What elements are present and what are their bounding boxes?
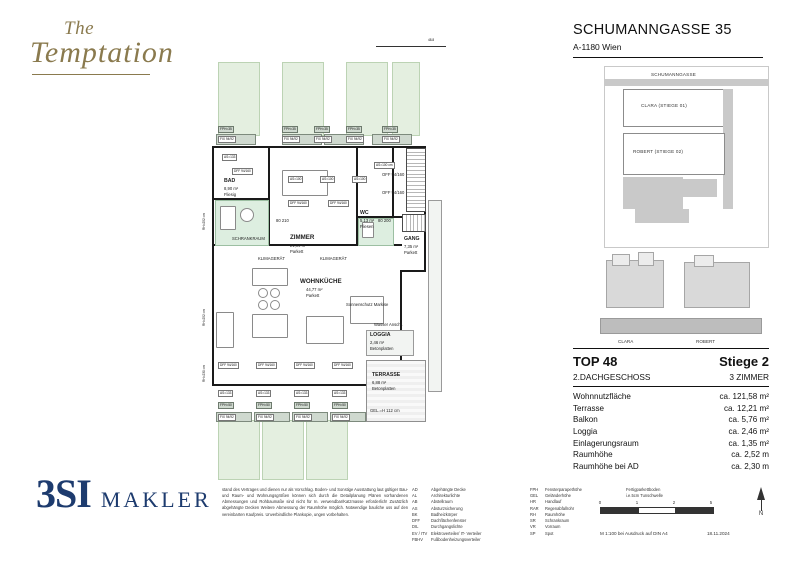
scale-note: M 1:100 bei Ausdruck auf DIN A4 [600,531,668,536]
area-label: Raumhöhe [573,450,613,460]
table-row [573,437,769,449]
address-divider [573,57,763,58]
scale-segment [676,508,713,513]
site-plan-building-clara [623,89,725,127]
plan-tag-fix-bottom: FIX 94/92 [296,415,310,420]
site-plan-street-label: SCHUMANNGASSE [651,72,696,77]
legend-value: Raumhöhe [545,511,566,517]
plan-tag-fix-bottom: FIX 94/92 [220,415,234,420]
plan-tag-dff-bottom: DFF 94/160 [258,363,275,368]
plan-tag-fph-bottom: FPH=50 [258,403,270,408]
plan-green-area-upper-left [218,62,260,136]
abbreviation-legend-column-3 [626,487,706,499]
plan-green-area-upper-far-right [392,62,420,136]
plan-door-dimension-1: 80 210 [276,218,289,223]
plan-room-floor-terrasse: Betonplatten [372,386,396,391]
plan-wall-gang-right [392,148,394,218]
site-plan-annex [683,179,717,197]
plan-dimension-line [376,46,446,47]
legend-key: EV / ITV [412,530,428,536]
plan-furniture-dining-table [350,296,384,324]
plan-green-area-upper-mid [282,62,324,136]
plan-annotation-gelaender: GEL.=H 112 cm [370,408,400,413]
legend-value: Regenabfallrohr [545,505,575,511]
plan-furniture-hob-burner [258,300,268,310]
table-row [573,426,769,438]
address-street: SCHUMANNGASSE 35 [573,22,732,38]
legend-item [626,493,706,499]
plan-tag-dff-bottom: DFF 94/160 [296,363,313,368]
elevation-diagram [592,252,772,344]
area-label: Einlagerungsraum [573,438,639,448]
legend-value: Fußbodenheizungsverteiler [431,536,481,542]
scale-tick: 5 [709,500,713,505]
plan-room-area-wc: 5,13 m² [360,218,375,223]
plan-annotation-klimageraet-2: KLIMAGERÄT [320,256,347,261]
elevation-base [600,318,762,334]
plan-room-area-gang: 7,35 m² [404,244,419,249]
legend-key: DFF [412,518,420,524]
agency-logo [36,470,212,517]
plan-tag-fix-bottom: FIX 94/92 [258,415,272,420]
area-label: Balkon [573,415,598,425]
plan-room-area-terrasse: 6,88 m² [372,380,387,385]
plan-tag-fix-bottom: FIX 94/92 [334,415,348,420]
address-header [573,22,773,58]
legend-value: i.e.5cm Tunschwelle [626,493,663,499]
plan-tag-as-top: AS=100 [290,177,302,182]
legend-key: FPH [530,487,539,492]
area-value: ca. 2,52 m [731,450,769,460]
area-value: ca. 1,35 m² [728,438,769,448]
scale-tick: 0 [598,500,602,505]
plan-room-floor-bad: Fliesig [224,192,237,197]
plan-dim-rh-left: RH=252 cm [202,309,206,326]
plan-wall-left [212,146,214,386]
room-count: 3 ZIMMER [729,372,769,382]
area-value: ca. 12,21 m² [724,403,769,413]
legend-value: Fertigparkettboden [626,487,661,492]
plan-furniture-island [252,314,288,338]
plan-annotation-wasseranschluss: Wasser Anschl. [374,322,403,327]
plan-room-floor-wohnkueche: Parkett [306,293,320,298]
plan-tag-dff-top: DFF 94/160 [234,169,251,174]
plan-tag-fph: FPH=35 [220,127,232,132]
legend-value: Geländerhöhe [545,493,571,499]
plan-tag-as-bottom: AS=133 [334,391,346,396]
legend-value: Fensterparapethöhe [545,487,582,492]
panel-title-row [573,349,769,372]
plan-tag-fph: FPH=35 [384,127,396,132]
plan-green-area-lower-mid [262,420,304,480]
legend-value: Vorraum [545,524,561,530]
legend-value: Handlauf [545,499,562,505]
legend-key: AS [412,505,418,511]
area-table [573,391,769,472]
north-label: N [758,511,764,517]
plan-green-area-upper-right [346,62,388,136]
plan-furniture-wardrobe [216,312,234,348]
scale-segment [639,508,677,513]
plan-room-label-wohnkueche: WOHNKÜCHE [300,278,342,285]
legend-value: Dachflächenfenster [431,518,467,524]
staircase-number: Stiege 2 [719,354,769,369]
plan-annotation-offset-2: OFF 94/160 [382,190,405,195]
elevation-roof-left [612,254,630,266]
plan-room-label-zimmer: ZIMMER [290,234,315,241]
unit-info-panel [573,348,769,472]
project-logo-line1: The [64,18,94,39]
plan-tag-as-top: AS=100 [322,177,334,182]
site-plan-garden [635,209,689,223]
plan-tag-fix: FIX 94/92 [316,137,330,142]
legend-key: HR [530,499,536,505]
area-value: ca. 5,76 m² [728,415,769,425]
plan-date: 18.11.2024 [707,531,730,536]
legend-value: Abstellraum [431,499,453,505]
legend-value: Elektroverteiler/ IT- Verteiler [431,530,482,536]
legend-key: VR [530,524,536,530]
north-arrow-needle [757,487,765,500]
plan-room-area-wohnkueche: 44,77 m² [306,287,323,292]
project-logo-line2: Temptation [30,36,174,69]
plan-wall-step [400,270,426,272]
elevation-label-clara: CLARA [618,339,634,344]
abbreviation-legend-column-1 [412,487,530,543]
abbreviation-legend-column-2 [530,487,626,537]
plan-furniture-kitchen-counter [252,268,288,286]
plan-room-area-bad: 8,90 m² [224,186,239,191]
plan-tag-dff-top: DFF 94/160 [290,201,307,206]
plan-green-area-lower-right [306,420,348,480]
agency-logo-text: MAKLER [100,487,212,512]
legend-item [530,531,626,537]
plan-furniture-bed [282,170,328,196]
plan-furniture-sofa [306,316,344,344]
elevation-block-right [684,262,750,308]
site-plan-clara-label: CLARA (STIEGE 01) [641,103,688,108]
plan-room-label-bad: BAD [224,178,236,184]
legal-disclaimer: stand des Vertrages und dienen nur als Vorschlag. Boden- und Sonstige Ausstattung laut gültiger Bau- und Raum- und Wohnungsgrößen können sich durch die Detailplanung Plänen vorhandenen Abmessungen und Rohbaumaße sind nicht für In. verwendbar/Katzmasse erforderlich! Zusätzlich abgehängte Decken Weitere Abmessung der Raumhöhe möglich. Notwendige bauliche uss auf den vereinbarten Kaufpreis. Unverbindliche Plankopie, ungen vorbehalten. [222,487,408,517]
plan-staircase-landing [402,214,426,232]
plan-tag-as-top: AS=133 [224,155,236,160]
plan-room-area-loggia: 2,46 m² [370,340,385,345]
area-value: ca. 121,58 m² [719,392,769,402]
plan-tag-as-bottom: AS=133 [258,391,270,396]
plan-furniture-hob-burner [258,288,268,298]
plan-top-dimension: 48.8 [428,38,435,42]
area-value: ca. 2,30 m [731,461,769,471]
plan-room-floor-loggia: Betonplatten [370,346,394,351]
plan-room-floor-wc: Fliesen [360,224,374,229]
table-row [573,449,769,461]
plan-tag-fph-bottom: FPH=50 [296,403,308,408]
plan-tag-fph: FPH=35 [348,127,360,132]
plan-room-floor-gang: Parkett [404,250,418,255]
legend-key: AD [412,487,418,492]
site-plan-courtyard [623,177,683,209]
north-arrow-stem [761,500,762,511]
legend-value: Architekturlichte [431,493,461,499]
plan-staircase [406,148,426,212]
legend-key: BK [412,511,418,517]
plan-door-dimension-2: 80 200 [378,218,391,223]
plan-tag-dff-bottom: DFF 94/160 [334,363,351,368]
elevation-roof-right [694,255,714,267]
plan-tag-fix: FIX 94/92 [220,137,234,142]
legend-value: Abgehängte Decke [431,487,466,492]
plan-room-label-loggia: LOGGIA [370,332,391,338]
panel-subtitle-row [573,372,769,387]
scale-tick: 2 [672,500,676,505]
agency-logo-mark: 3SI [36,471,91,516]
plan-room-label-terrasse: TERRASSE [372,372,401,378]
table-row [573,403,769,415]
plan-tag-fix: FIX 94/92 [384,137,398,142]
plan-annotation-klimageraet-1: KLIMAGERÄT [258,256,285,261]
legend-item [412,537,530,543]
legend-value: Spot [545,530,554,536]
legend-key: DIL [412,524,419,530]
legend-key: FBHV [412,536,423,542]
legend-key: RAR [530,505,539,511]
legend-key: SR [530,518,536,524]
plan-tag-dff-top: DFF 94/160 [330,201,347,206]
plan-balcony-strip [428,200,442,392]
legend-key: SP [530,530,536,536]
plan-tag-fph-bottom: FPH=50 [220,403,232,408]
plan-tag-as-bottom: AS=133 [220,391,232,396]
site-plan-building-robert [623,133,725,175]
plan-tag-fph-bottom: FPH=50 [334,403,346,408]
legend-value: Durchgangslichte [431,524,463,530]
area-label: Loggia [573,427,598,437]
area-label: Raumhöhe bei AD [573,461,639,471]
table-row [573,391,769,403]
area-label: Terrasse [573,403,605,413]
plan-tag-fix: FIX 94/92 [348,137,362,142]
plan-annotation-offset-1: OFF 94/160 [382,172,405,177]
plan-room-area-zimmer: 21,04 m² [290,243,307,248]
address-city: A-1180 Wien [573,42,622,52]
plan-dim-rh-left: RH=230 cm [202,365,206,382]
project-logo [30,18,210,78]
plan-room-label-gang: GANG [404,236,420,242]
floor-plan-drawing [196,30,496,480]
floor-level: 2.DACHGESCHOSS [573,372,651,382]
plan-furniture-hob-burner [270,288,280,298]
scale-tick: 1 [635,500,639,505]
table-row [573,414,769,426]
legend-key: GEL [530,493,539,499]
area-label: Wohnnutzfläche [573,392,631,402]
project-logo-rule [32,74,150,75]
elevation-label-robert: ROBERT [696,339,716,344]
plan-furniture-shower [220,206,236,230]
unit-number: TOP 48 [573,354,618,369]
legend-value: Absturzsicherung [431,505,463,511]
legend-key: AL [412,493,418,499]
plan-room-label-wc: WC [360,210,369,216]
legend-key: RH [530,511,536,517]
site-plan [604,66,769,248]
plan-room-floor-zimmer: Parkett [290,249,304,254]
legend-key: AB [412,499,418,505]
plan-furniture-hob-burner [270,300,280,310]
plan-annotation-schrankraum: SCHRANKRAUM [232,236,265,241]
plan-tag-as-top: AS=100 cm [376,163,393,168]
plan-wall-top [212,146,426,148]
plan-tag-dff-bottom: DFF 94/160 [220,363,237,368]
plan-green-area-lower-left [218,420,260,480]
area-value: ca. 2,46 m² [728,427,769,437]
legend-value: Schrankraum [545,518,570,524]
plan-tag-fph: FPH=35 [316,127,328,132]
plan-dim-rh-left: RH=252 cm [202,213,206,230]
north-arrow [748,486,774,520]
table-row [573,461,769,473]
site-plan-robert-label: ROBERT (STIEGE 02) [633,149,684,154]
legend-value: Badheizkörper [431,511,458,517]
elevation-block-left [606,260,664,308]
plan-tag-fix: FIX 94/92 [284,137,298,142]
plan-furniture-washbasin [240,208,254,222]
plan-tag-as-bottom: AS=133 [296,391,308,396]
plan-tag-as-top: AS=100 [354,177,366,182]
elevation-roof-left2 [638,252,654,266]
plan-tag-fph: FPH=35 [284,127,296,132]
site-plan-street-band [605,79,768,86]
plan-annotation-markise: Sonnenschutz Markise [346,302,389,307]
